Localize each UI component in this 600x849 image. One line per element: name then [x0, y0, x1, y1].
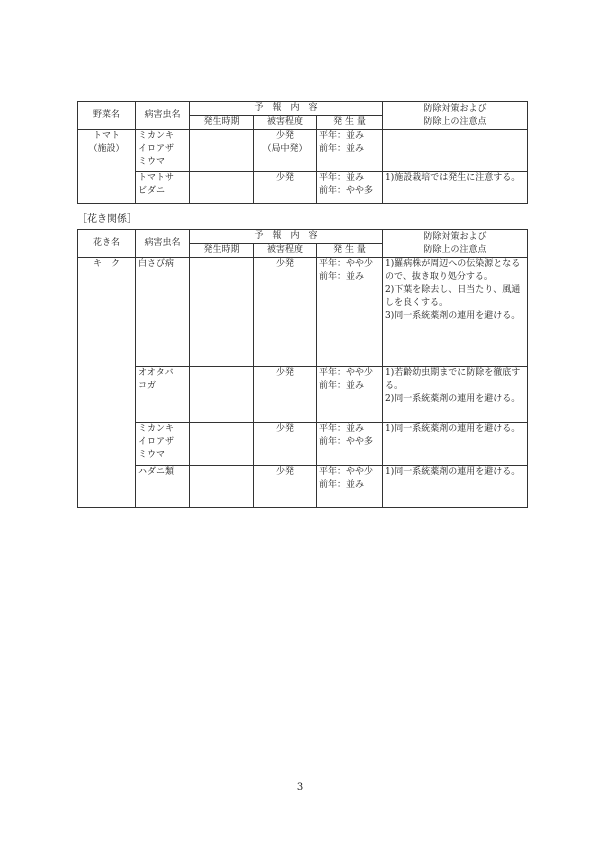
onset-cell	[190, 466, 254, 508]
header-crop: 花き名	[78, 230, 136, 258]
header-amount: 発 生 量	[317, 244, 383, 258]
pest-cell: ミカンキ イロアザ ミウマ	[136, 423, 190, 466]
page-number: 3	[296, 782, 304, 793]
table-row	[78, 258, 528, 367]
crop-cell: トマト （施設）	[78, 130, 136, 204]
damage-cell: 少発 （局中発）	[254, 130, 317, 172]
crop-cell: キ ク	[78, 258, 136, 508]
amount-cell: 平年：やや少 前年：並み	[317, 466, 383, 508]
measures-cell: 1)同一系統薬剤の連用を避ける。	[383, 423, 528, 466]
table-row	[78, 466, 528, 508]
header-forecast: 予 報 内 容	[190, 230, 383, 244]
table-row	[78, 172, 528, 204]
pest-cell: オオタバ コガ	[136, 367, 190, 423]
vegetable-forecast-table	[77, 101, 528, 204]
onset-cell	[190, 367, 254, 423]
amount-cell: 平年：並み 前年：やや多	[317, 172, 383, 204]
amount-cell: 平年：やや少 前年：並み	[317, 258, 383, 367]
pest-cell: 白さび病	[136, 258, 190, 367]
measures-cell: 1)施設栽培では発生に注意する。	[383, 172, 528, 204]
onset-cell	[190, 258, 254, 367]
header-measures: 防除対策および 防除上の注意点	[383, 230, 528, 258]
header-amount: 発 生 量	[317, 116, 383, 130]
section-title-flowers: ［花き関係］	[77, 214, 137, 225]
damage-cell: 少発	[254, 172, 317, 204]
header-measures: 防除対策および 防除上の注意点	[383, 102, 528, 130]
header-damage: 被害程度	[254, 244, 317, 258]
header-onset: 発生時期	[190, 244, 254, 258]
onset-cell	[190, 423, 254, 466]
header-onset: 発生時期	[190, 116, 254, 130]
pest-cell: ハダニ類	[136, 466, 190, 508]
table-row	[78, 423, 528, 466]
onset-cell	[190, 172, 254, 204]
damage-cell: 少発	[254, 367, 317, 423]
table-row	[78, 130, 528, 172]
amount-cell: 平年：並み 前年：やや多	[317, 423, 383, 466]
damage-cell: 少発	[254, 258, 317, 367]
amount-cell: 平年：並み 前年：並み	[317, 130, 383, 172]
pest-cell: ミカンキ イロアザ ミウマ	[136, 130, 190, 172]
damage-cell: 少発	[254, 423, 317, 466]
header-crop: 野菜名	[78, 102, 136, 130]
amount-cell: 平年：やや少 前年：並み	[317, 367, 383, 423]
onset-cell	[190, 130, 254, 172]
flower-forecast-table	[77, 229, 528, 508]
measures-cell: 1)羅病株が周辺への伝染源となるので、抜き取り処分する。 2)下葉を除去し、日当たり、風通しを良くする。 3)同一系統薬剤の連用を避ける。	[383, 258, 528, 367]
measures-cell	[383, 130, 528, 172]
pest-cell: トマトサ ビダニ	[136, 172, 190, 204]
header-pest: 病害虫名	[136, 230, 190, 258]
measures-cell: 1)若齢幼虫期までに防除を徹底する。 2)同一系統薬剤の連用を避ける。	[383, 367, 528, 423]
table-row	[78, 367, 528, 423]
header-pest: 病害虫名	[136, 102, 190, 130]
measures-cell: 1)同一系統薬剤の連用を避ける。	[383, 466, 528, 508]
damage-cell: 少発	[254, 466, 317, 508]
header-damage: 被害程度	[254, 116, 317, 130]
header-forecast: 予 報 内 容	[190, 102, 383, 116]
